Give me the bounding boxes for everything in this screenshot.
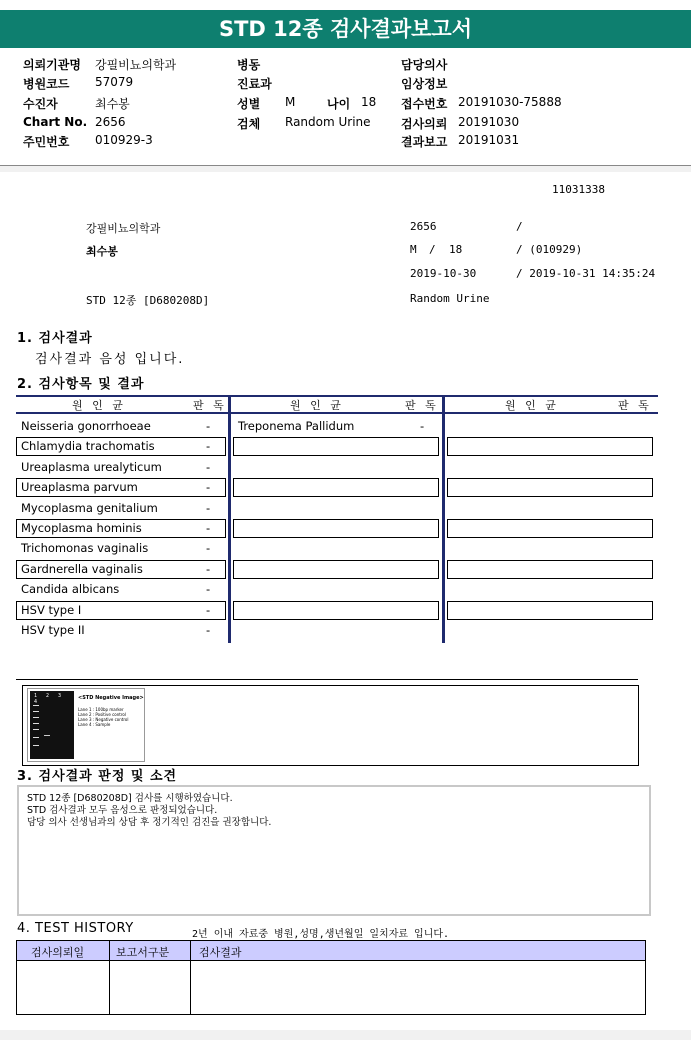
sex-age-separator: / [429, 243, 436, 256]
pathogen-result: - [206, 602, 211, 617]
pathogen-result: - [206, 561, 211, 576]
history-col-request-date: 검사의뢰일 [31, 946, 85, 959]
birth-date: / (010929) [516, 243, 583, 256]
opinion-box [17, 785, 651, 916]
pathogen-name: Mycoplasma hominis [21, 521, 142, 535]
section1-result-text: 검사결과 음성 입니다. [35, 352, 185, 367]
pathogen-name: HSV type II [21, 623, 85, 637]
pathogen-name: Treponema Pallidum [238, 419, 355, 433]
header-label: 수진자 [23, 97, 58, 111]
header-label: 주민번호 [23, 135, 70, 149]
empty-result-box [447, 560, 653, 579]
history-note: 2년 이내 자료중 병원,성명,생년월일 일치자료 입니다. [192, 929, 450, 940]
gel-electrophoresis-picture [30, 691, 74, 759]
header-value: M [285, 95, 296, 109]
pathogen-result: - [206, 500, 211, 515]
empty-result-box [233, 437, 439, 456]
history-col-result: 검사결과 [199, 946, 242, 959]
empty-result-box [233, 519, 439, 538]
header-label: 임상정보 [401, 77, 448, 91]
specimen-type: Random Urine [410, 292, 490, 305]
age-value: 18 [361, 95, 377, 109]
header-label: 성별 [237, 97, 261, 111]
reported-datetime: / 2019-10-31 14:35:24 [516, 267, 656, 280]
gel-legend-line: Lane 2 : Positive control [78, 712, 126, 717]
table-header-judgement: 판 독 [405, 399, 439, 412]
header-label: 병원코드 [23, 77, 70, 91]
pathogen-result: - [206, 541, 211, 556]
header-value: 최수봉 [95, 97, 130, 111]
header-label: 결과보고 [401, 135, 448, 149]
pathogen-name: Trichomonas vaginalis [21, 541, 149, 556]
report-id: 11031338 [552, 183, 605, 196]
header-label: 검체 [237, 117, 261, 131]
header-value: 20191031 [458, 133, 520, 147]
pathogen-result: - [206, 521, 211, 535]
pathogen-result: - [206, 439, 211, 454]
header-value: 57079 [95, 75, 134, 89]
gel-image-panel [22, 685, 639, 766]
opinion-text [27, 793, 641, 829]
header-value: 2656 [95, 115, 126, 129]
pathogen-name: Chlamydia trachomatis [21, 439, 155, 454]
header-gap [0, 166, 691, 172]
patient-name: 최수봉 [86, 245, 118, 258]
table-divider-1 [228, 395, 231, 643]
header-label: 진료과 [237, 77, 272, 91]
top-spacer [0, 0, 691, 8]
header-label: 담당의사 [401, 58, 448, 72]
age-label: 나이 [327, 97, 351, 111]
header-value: 010929-3 [95, 133, 153, 147]
pathogen-name: Mycoplasma genitalium [21, 500, 158, 515]
pathogen-result: - [420, 419, 425, 433]
empty-result-box [447, 519, 653, 538]
opinion-line: STD 검사결과 모두 음성으로 판정되었습니다. [27, 805, 218, 816]
header-value: 20191030-75888 [458, 95, 562, 109]
header-value: Random Urine [285, 115, 371, 129]
history-col-report-type: 보고서구분 [116, 946, 170, 959]
empty-result-box [447, 478, 653, 497]
pathogen-name: Ureaplasma parvum [21, 480, 138, 495]
header-value: 20191030 [458, 115, 520, 129]
history-header-row [17, 941, 645, 961]
pathogen-result: - [206, 419, 211, 433]
pathogen-name: Ureaplasma urealyticum [21, 459, 162, 474]
pathogen-name: HSV type I [21, 602, 82, 617]
gel-image [27, 688, 145, 762]
pathogen-result: - [206, 582, 211, 597]
empty-result-box [233, 478, 439, 497]
patient-sex: M [410, 243, 417, 256]
history-table [16, 940, 646, 1015]
gel-legend-line: Lane 1 : 100bp marker [78, 707, 124, 712]
pathogen-name: Neisseria gonorrhoeae [21, 419, 151, 433]
header-value: 강필비뇨의학과 [95, 58, 177, 72]
received-date: 2019-10-30 [410, 267, 477, 280]
pathogen-result: - [206, 459, 211, 474]
table-header-pathogen: 원 인 균 [72, 399, 126, 412]
section1-heading: 1. 검사결과 [17, 331, 93, 346]
empty-result-box [233, 560, 439, 579]
pathogen-name: Gardnerella vaginalis [21, 561, 143, 576]
header-label: 검사의뢰 [401, 117, 448, 131]
bottom-margin [0, 1030, 691, 1040]
header-label: Chart No. [23, 115, 88, 129]
report-title: STD 12종 검사결과보고서 [0, 10, 691, 48]
table-divider-2 [442, 395, 445, 643]
table-header-judgement: 판 독 [618, 399, 652, 412]
pathogen-result: - [206, 623, 211, 637]
chart-number: 2656 [410, 220, 437, 233]
empty-result-box [447, 437, 653, 456]
header-label: 접수번호 [401, 97, 448, 111]
table-header-pathogen: 원 인 균 [290, 399, 344, 412]
pathogen-name: Candida albicans [21, 582, 120, 597]
test-name: STD 12종 [D680208D] [86, 294, 210, 307]
section3-heading: 3. 검사결과 판정 및 소견 [17, 769, 178, 784]
opinion-line: STD 12종 [D680208D] 검사를 시행하였습니다. [27, 793, 233, 804]
empty-result-box [233, 601, 439, 620]
opinion-line: 담당 의사 선생님과의 상담 후 정기적인 검진을 권장합니다. [27, 817, 272, 828]
chart-slash: / [516, 220, 523, 233]
section2-heading: 2. 검사항목 및 결과 [17, 377, 145, 392]
gel-top-rule [16, 679, 638, 680]
header-label: 의뢰기관명 [23, 58, 81, 72]
gel-legend-line: Lane 3 : Negative control [78, 717, 129, 722]
patient-age: 18 [449, 243, 463, 256]
gel-legend [78, 707, 128, 727]
gel-title: <STD Negative Image> [78, 695, 144, 701]
section4-heading: 4. TEST HISTORY [17, 921, 134, 936]
empty-result-box [447, 601, 653, 620]
table-header-pathogen: 원 인 균 [505, 399, 559, 412]
header-label: 병동 [237, 58, 261, 72]
pathogen-result: - [206, 480, 211, 495]
table-header-judgement: 판 독 [193, 399, 227, 412]
gel-legend-line: Lane 4 : Sample [78, 722, 111, 727]
hospital-name: 강필비뇨의학과 [86, 222, 161, 235]
gel-lane-numbers: 1 2 3 4 [34, 693, 65, 705]
